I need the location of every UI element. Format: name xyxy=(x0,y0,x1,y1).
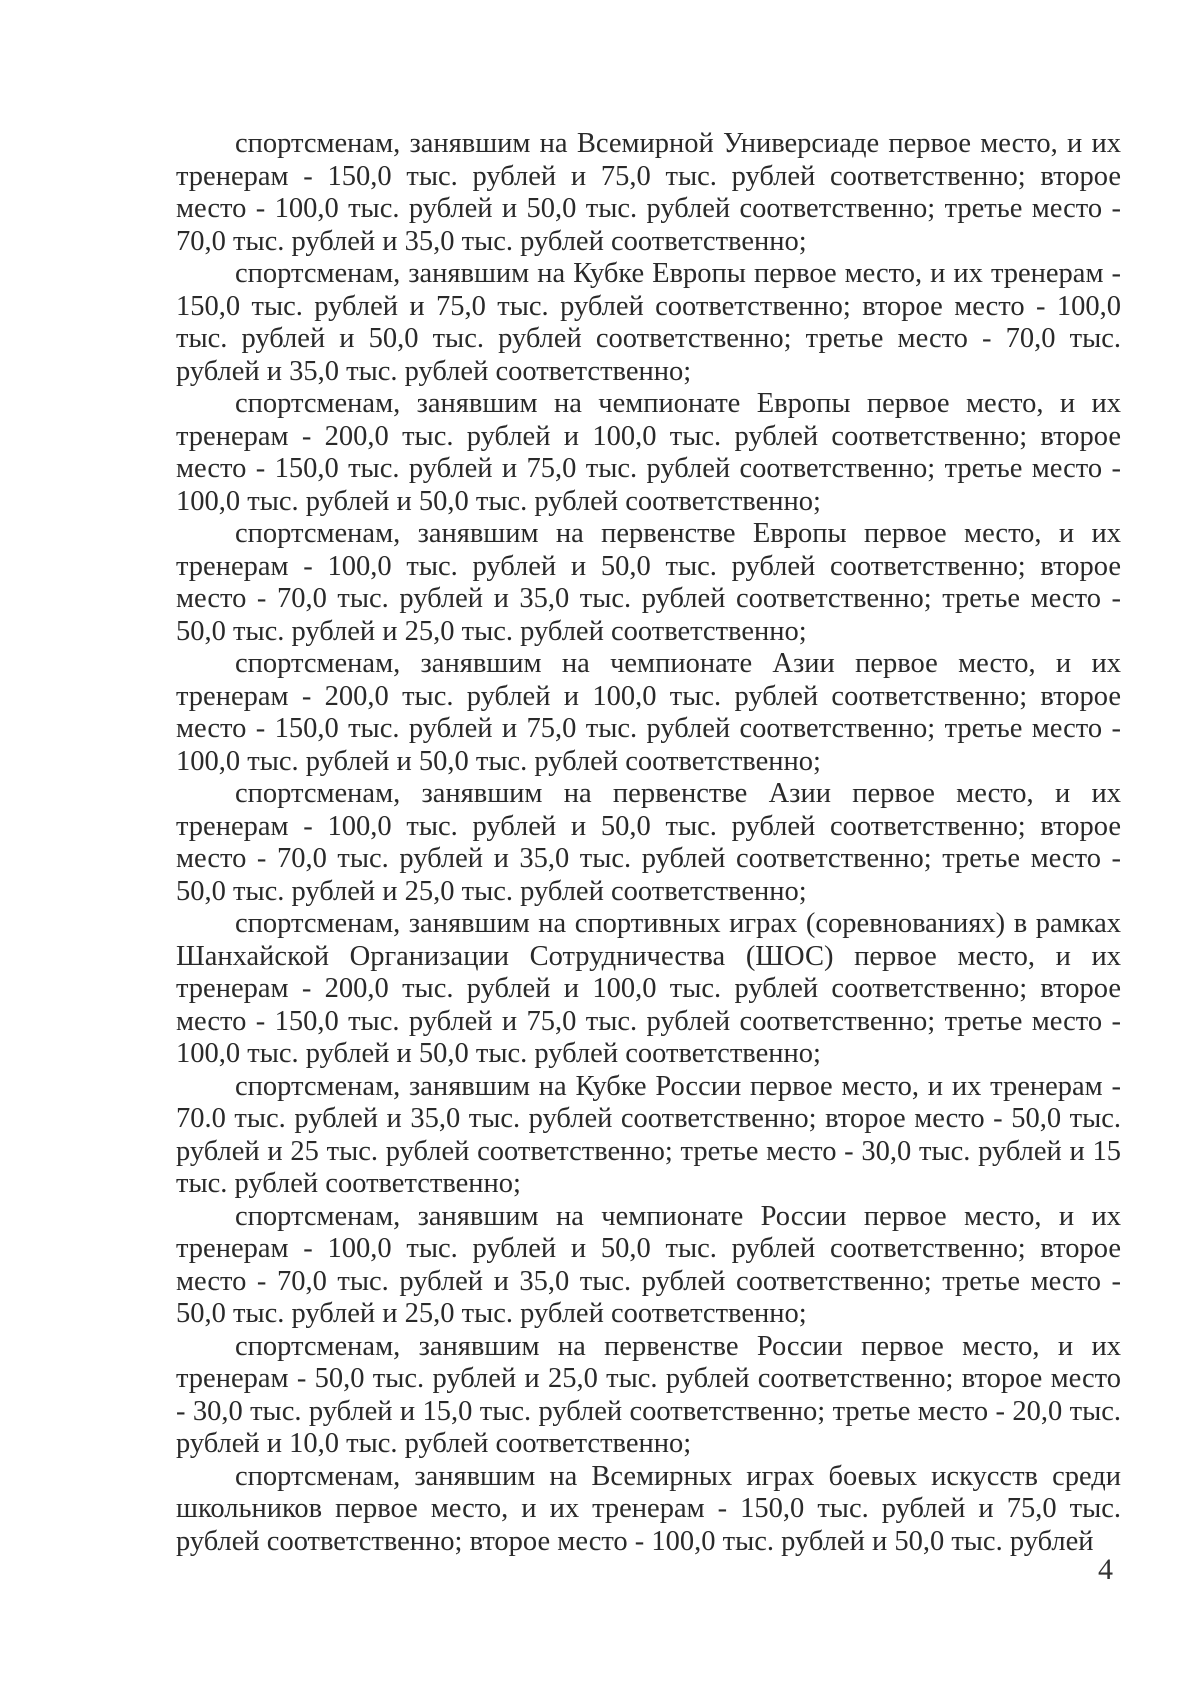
paragraph-sco-games: спортсменам, занявшим на спортивных играх (соревнованиях) в рамках Шанхайской Организации Сотрудничества (ШОС) первое место, и их тренерам - 200,0 тыс. рублей и 100,0 тыс. рублей соответственно; второе место - 150,0 тыс. рублей и 75,0 тыс. рублей соответственно; третье место - 100,0 тыс. рублей и 50,0 тыс. рублей соответственно; xyxy=(176,908,1121,1069)
paragraph-martial-arts-games: спортсменам, занявшим на Всемирных играх боевых искусств среди школьников первое место, и их тренерам - 150,0 тыс. рублей и 75,0 тыс. рублей соответственно; второе место - 100,0 тыс. рублей и 50,0 тыс. рублей xyxy=(176,1460,1121,1557)
paragraph-russia-championship: спортсменам, занявшим на чемпионате России первое место, и их тренерам - 100,0 тыс. рублей и 50,0 тыс. рублей соответственно; второе место - 70,0 тыс. рублей и 35,0 тыс. рублей соответственно; третье место - 50,0 тыс. рублей и 25,0 тыс. рублей соответственно; xyxy=(176,1200,1121,1329)
paragraph-europe-championship: спортсменам, занявшим на чемпионате Европы первое место, и их тренерам - 200,0 тыс. рублей и 100,0 тыс. рублей соответственно; второе место - 150,0 тыс. рублей и 75,0 тыс. рублей соответственно; третье место - 100,0 тыс. рублей и 50,0 тыс. рублей соответственно; xyxy=(176,388,1121,517)
page-number: 4 xyxy=(1098,1553,1113,1586)
paragraph-asia-championship: спортсменам, занявшим на чемпионате Азии первое место, и их тренерам - 200,0 тыс. рублей и 100,0 тыс. рублей соответственно; второе место - 150,0 тыс. рублей и 75,0 тыс. рублей соответственно; третье место - 100,0 тыс. рублей и 50,0 тыс. рублей соответственно; xyxy=(176,648,1121,777)
paragraph-russia-cup: спортсменам, занявшим на Кубке России первое место, и их тренерам - 70.0 тыс. рублей и 35,0 тыс. рублей соответственно; второе место - 50,0 тыс. рублей и 25 тыс. рублей соответственно; третье место - 30,0 тыс. рублей и 15 тыс. рублей соответственно; xyxy=(176,1070,1121,1199)
body-text xyxy=(176,128,1121,1558)
paragraph-europe-youth-championship: спортсменам, занявшим на первенстве Европы первое место, и их тренерам - 100,0 тыс. рублей и 50,0 тыс. рублей соответственно; второе место - 70,0 тыс. рублей и 35,0 тыс. рублей соответственно; третье место - 50,0 тыс. рублей и 25,0 тыс. рублей соответственно; xyxy=(176,518,1121,647)
paragraph-russia-youth-championship: спортсменам, занявшим на первенстве России первое место, и их тренерам - 50,0 тыс. рублей и 25,0 тыс. рублей соответственно; второе место - 30,0 тыс. рублей и 15,0 тыс. рублей соответственно; третье место - 20,0 тыс. рублей и 10,0 тыс. рублей соответственно; xyxy=(176,1330,1121,1459)
paragraph-asia-youth-championship: спортсменам, занявшим на первенстве Азии первое место, и их тренерам - 100,0 тыс. рублей и 50,0 тыс. рублей соответственно; второе место - 70,0 тыс. рублей и 35,0 тыс. рублей соответственно; третье место - 50,0 тыс. рублей и 25,0 тыс. рублей соответственно; xyxy=(176,778,1121,907)
paragraph-universiade: спортсменам, занявшим на Всемирной Универсиаде первое место, и их тренерам - 150,0 тыс. рублей и 75,0 тыс. рублей соответственно; второе место - 100,0 тыс. рублей и 50,0 тыс. рублей соответственно; третье место - 70,0 тыс. рублей и 35,0 тыс. рублей соответственно; xyxy=(176,128,1121,257)
paragraph-europe-cup: спортсменам, занявшим на Кубке Европы первое место, и их тренерам - 150,0 тыс. рублей и 75,0 тыс. рублей соответственно; второе место - 100,0 тыс. рублей и 50,0 тыс. рублей соответственно; третье место - 70,0 тыс. рублей и 35,0 тыс. рублей соответственно; xyxy=(176,258,1121,387)
